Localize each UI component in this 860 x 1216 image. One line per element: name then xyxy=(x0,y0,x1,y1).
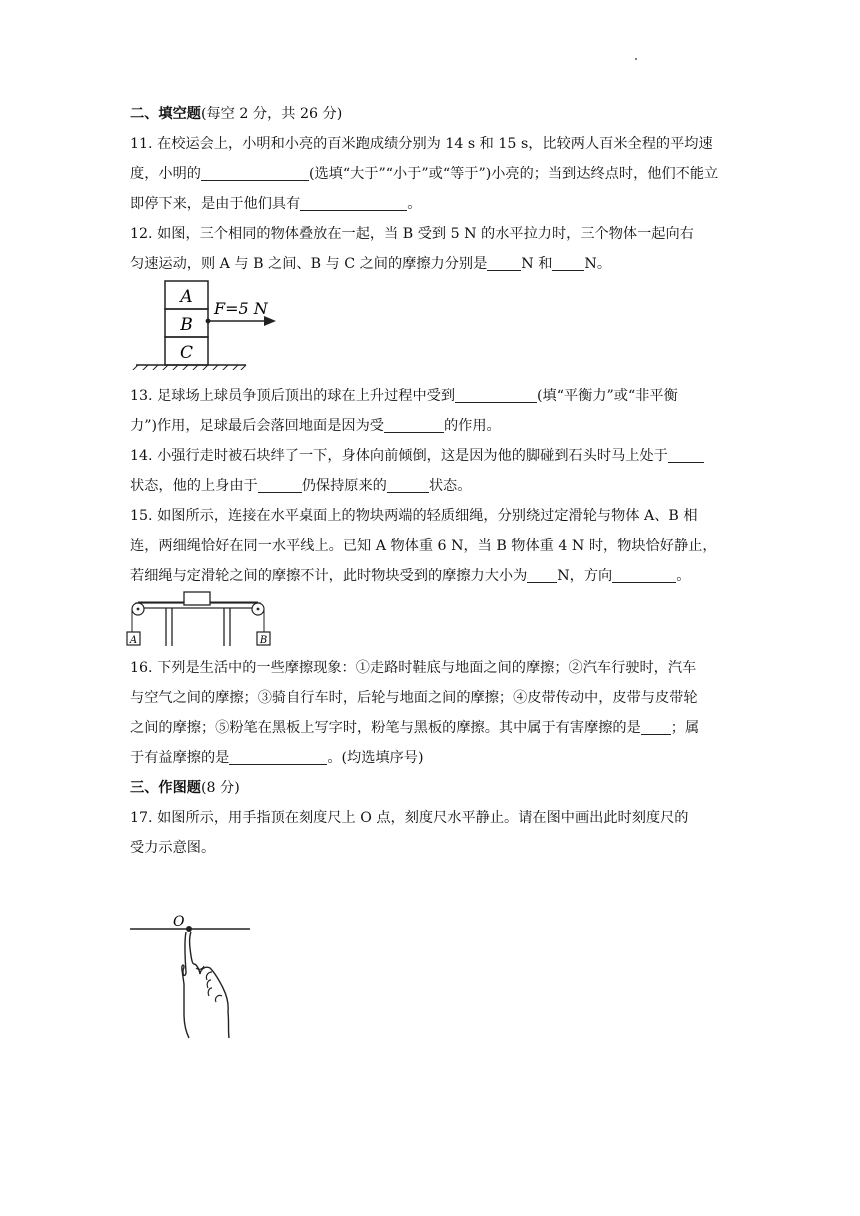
point-o xyxy=(186,926,192,932)
q14-blank-3[interactable] xyxy=(387,478,429,493)
q17-ruler-finger-figure xyxy=(126,910,256,1042)
q16-line-1: 16. 下列是生活中的一些摩擦现象：①走路时鞋底与地面之间的摩擦；②汽车行驶时，汽车 xyxy=(130,660,697,676)
q14-text-2b: 仍保持原来的 xyxy=(301,478,387,494)
q11-line-3 xyxy=(130,194,732,214)
q15-text-3b: N，方向 xyxy=(557,568,613,584)
q12-line-2 xyxy=(130,254,732,274)
q12-line-1: 12. 如图，三个相同的物体叠放在一起，当 B 受到 5 N 的水平拉力时，三个物体一起向右 xyxy=(130,226,694,242)
q16-line-2: 与空气之间的摩擦；③骑自行车时，后轮与地面之间的摩擦；④皮带传动中，皮带与皮带轮 xyxy=(130,690,698,706)
q16-blank-1[interactable] xyxy=(641,720,671,735)
page-dot xyxy=(635,58,637,60)
q11-text-2a: 度，小明的 xyxy=(130,166,201,182)
q16-blank-2[interactable] xyxy=(229,750,327,765)
q11-text-3b: 。 xyxy=(407,196,422,212)
section-2-title: 二、填空题 xyxy=(130,106,201,122)
q13-text-2a: 力”)作用，足球最后会落回地面是因为受 xyxy=(130,418,384,434)
q13-text-2b: 的作用。 xyxy=(443,418,501,434)
q13-blank-2[interactable] xyxy=(384,418,444,433)
q12-text-2c: N。 xyxy=(584,256,612,272)
q14-blank-2[interactable] xyxy=(258,478,302,493)
q13-text-1a: 13. 足球场上球员争顶后顶出的球在上升过程中受到 xyxy=(130,388,456,404)
q14-blank-1[interactable] xyxy=(668,448,704,463)
q11-line-2 xyxy=(130,164,732,184)
section-2-note: (每空 2 分，共 26 分) xyxy=(200,106,343,122)
q15-text-3a: 若细绳与定滑轮之间的摩擦不计，此时物块受到的摩擦力大小为 xyxy=(130,568,528,584)
q11-text-3a: 即停下来，是由于他们具有 xyxy=(130,196,301,212)
q17-line-2: 受力示意图。 xyxy=(130,840,216,856)
q15-pulley-table-figure xyxy=(126,590,272,648)
q13-blank-1[interactable] xyxy=(455,388,537,403)
q15-blank-2[interactable] xyxy=(612,568,676,583)
q14-text-2c: 状态。 xyxy=(428,478,472,494)
hand-fingers xyxy=(206,972,222,1002)
q14-text-2a: 状态，他的上身由于 xyxy=(130,478,258,494)
section-3-note: (8 分) xyxy=(200,780,240,796)
q15-text-3c: 。 xyxy=(676,568,691,584)
block-b-label: B xyxy=(180,315,193,335)
q11-blank-2[interactable] xyxy=(300,196,407,211)
q13-line-1 xyxy=(130,386,732,406)
q14-line-2 xyxy=(130,476,732,496)
section-3-title: 三、作图题 xyxy=(130,780,201,796)
q11-line-1: 11. 在校运会上，小明和小亮的百米跑成绩分别为 14 s 和 15 s，比较两人百米全程的平均速 xyxy=(130,136,713,152)
q13-text-1b: (填“平衡力”或“非平衡 xyxy=(537,388,678,404)
q11-blank-1[interactable] xyxy=(201,166,309,181)
weight-b-label: B xyxy=(259,635,268,646)
q12-blank-1[interactable] xyxy=(487,256,521,271)
q15-blank-1[interactable] xyxy=(527,568,557,583)
q16-text-4b: 。(均选填序号) xyxy=(327,750,424,766)
block-c-label: C xyxy=(179,343,194,363)
weight-a-label: A xyxy=(129,635,138,646)
q17-line-1: 17. 如图所示，用手指顶在刻度尺上 O 点，刻度尺水平静止。请在图中画出此时刻度尺的 xyxy=(130,810,689,826)
q11-text-2b: (选填“大于”“小于”或“等于”)小亮的；当到达终点时，他们不能立 xyxy=(308,166,719,182)
q14-line-1 xyxy=(130,446,732,466)
q12-text-2b: N 和 xyxy=(521,256,553,272)
q16-line-3 xyxy=(130,718,732,738)
q15-line-3 xyxy=(130,566,732,586)
q15-line-2: 连，两细绳恰好在同一水平线上。已知 A 物体重 6 N，当 B 物体重 4 N 时，物块恰好静止， xyxy=(130,538,717,554)
sliding-block xyxy=(184,592,210,605)
q16-text-3a: 之间的摩擦；⑤粉笔在黑板上写字时，粉笔与黑板的摩擦。其中属于有害摩擦的是 xyxy=(130,720,641,736)
hand-icon xyxy=(182,932,229,1038)
q16-line-4 xyxy=(130,748,732,768)
q12-stacked-blocks-figure xyxy=(128,278,288,370)
force-label: F=5 N xyxy=(214,299,268,318)
q16-text-3b: ；属 xyxy=(670,720,700,736)
block-a-label: A xyxy=(180,287,193,307)
q12-text-2a: 匀速运动，则 A 与 B 之间、B 与 C 之间的摩擦力分别是 xyxy=(130,256,488,272)
point-o-label: O xyxy=(173,914,185,930)
section-3-header xyxy=(130,778,732,798)
q15-line-1: 15. 如图所示，连接在水平桌面上的物块两端的轻质细绳，分别绕过定滑轮与物体 A、B 相 xyxy=(130,508,698,524)
q13-line-2 xyxy=(130,416,732,436)
q16-text-4a: 于有益摩擦的是 xyxy=(130,750,230,766)
section-2-header xyxy=(130,104,732,124)
q14-text-1: 14. 小强行走时被石块绊了一下，身体向前倾倒，这是因为他的脚碰到石头时马上处于 xyxy=(130,448,668,464)
q12-blank-2[interactable] xyxy=(552,256,584,271)
